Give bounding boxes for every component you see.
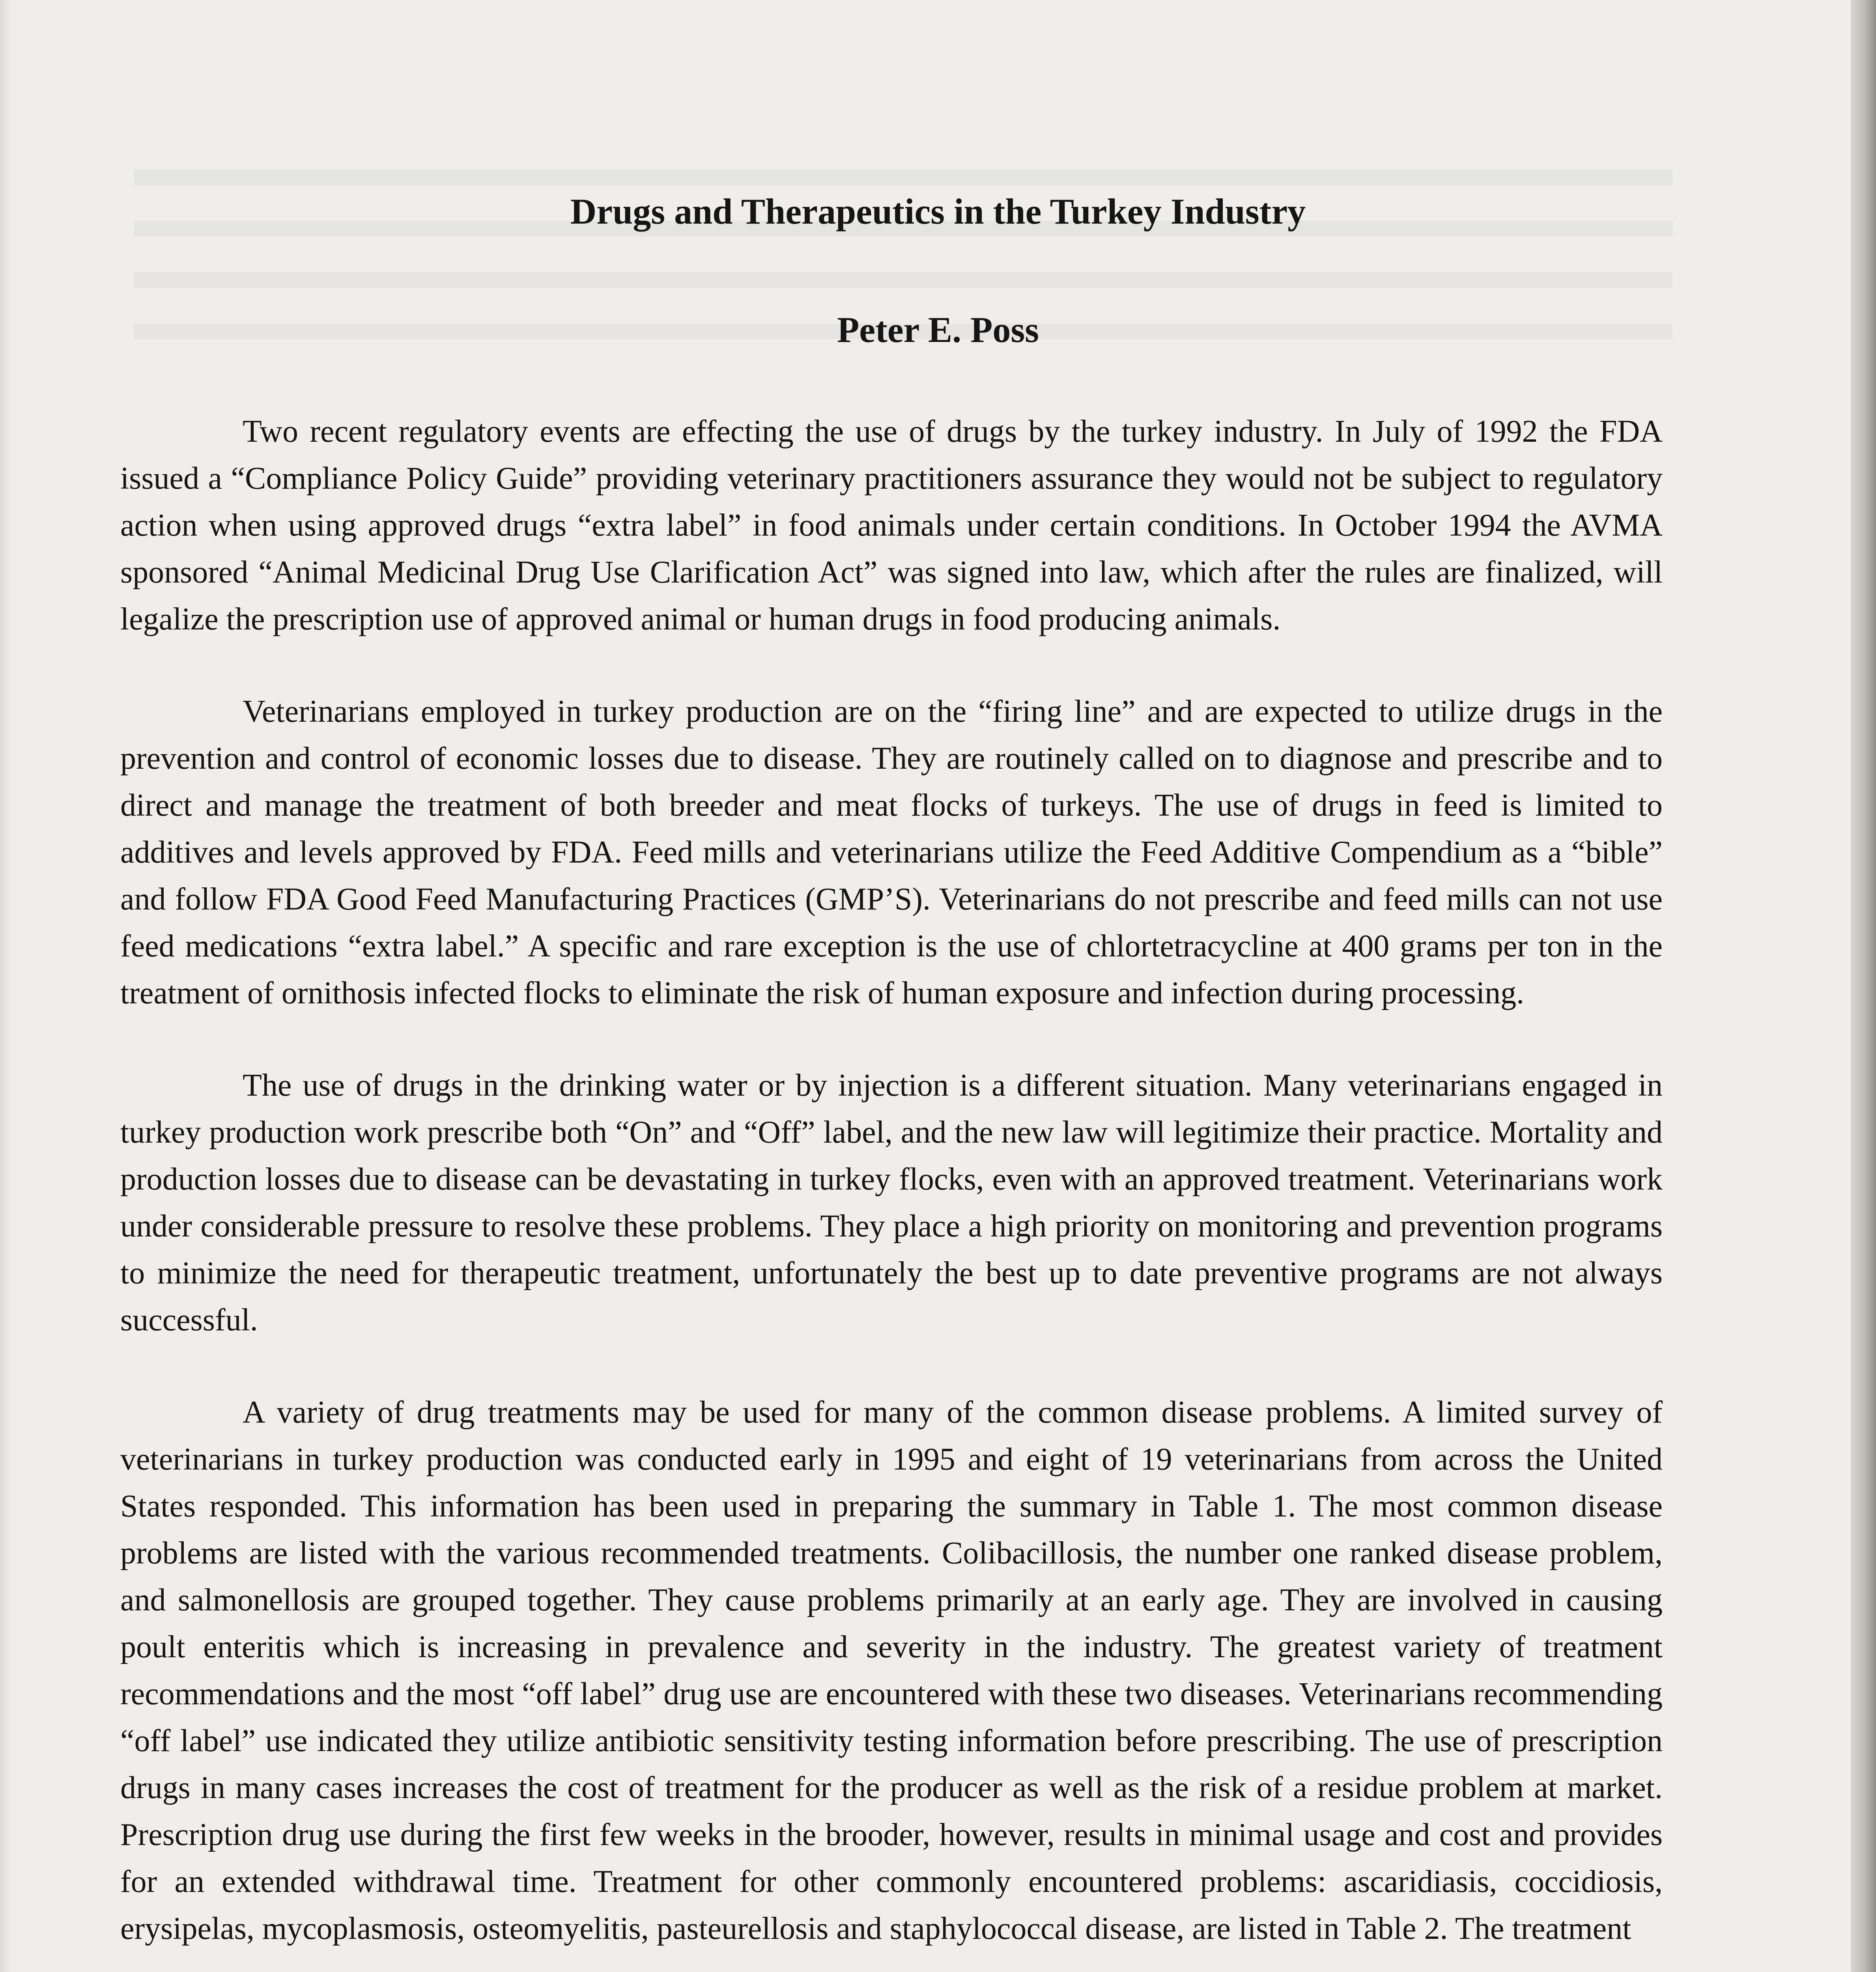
bleed-through-line — [134, 170, 1672, 185]
paragraph-regulatory-events: Two recent regulatory events are effecting the use of drugs by the turkey industry. In July of 1992 the FDA issued a “Compliance Policy Guide” providing veterinary practitioners assurance they would not be subject to regulatory action when using approved drugs “extra label” in food animals under certain conditions. In October 1994 the AVMA sponsored “Animal Medicinal Drug Use Clarification Act” was signed into law, which after the rules are finalized, will legalize the prescription use of approved animal or human drugs in food producing animals. — [120, 414, 1663, 637]
bleed-through-line — [134, 272, 1672, 288]
page-binding-edge — [1851, 0, 1876, 1972]
paragraph-treatment-survey: A variety of drug treatments may be used for many of the common disease problems. A limited survey of veterinarians in turkey production was conducted early in 1995 and eight of 19 veterinarians from across the United States responded. This information has been used in preparing the summary in Table 1. The most common disease problems are listed with the various recommended treatments. Colibacillosis, the number one ranked disease problem, and salmonellosis are grouped together. They cause problems primarily at an early age. They are involved in causing poult enteritis which is increasing in prevalence and severity in the industry. The greatest variety of treatment recommendations and the most “off label” drug use are encountered with these two diseases. Veterinarians recommending “off label” use indicated they utilize antibiotic sensitivity testing information before prescribing. The use of prescription drugs in many cases increases the cost of treatment for the producer as well as the risk of a residue problem at market. Prescription drug use during the first few weeks in the brooder, however, results in minimal usage and cost and provides for an extended withdrawal time. Treatment for other commonly encountered problems: ascaridiasis, coccidiosis, erysipelas, mycoplasmosis, osteomyelitis, pasteurellosis and staphylococcal disease, are listed in Table 2. The treatment — [120, 1395, 1663, 1946]
paragraph-veterinarians-feed: Veterinarians employed in turkey production are on the “firing line” and are expected to utilize drugs in the prevention and control of economic losses due to disease. They are routinely called on to diagnose and prescribe and to direct and manage the treatment of both breeder and meat flocks of turkeys. The use of drugs in feed is limited to additives and levels approved by FDA. Feed mills and veterinarians utilize the Feed Additive Compendium as a “bible” and follow FDA Good Feed Manufacturing Practices (GMP’S). Veterinarians do not prescribe and feed mills can not use feed medications “extra label.” A specific and rare exception is the use of chlortetracycline at 400 grams per ton in the treatment of ornithosis infected flocks to eliminate the risk of human exposure and infection during processing. — [120, 694, 1663, 1010]
document-title: Drugs and Therapeutics in the Turkey Industry — [570, 191, 1306, 232]
page-left-shadow — [0, 0, 12, 1972]
document-body — [120, 408, 1663, 1972]
document-author: Peter E. Poss — [837, 310, 1039, 350]
paragraph-water-injection: The use of drugs in the drinking water or by injection is a different situation. Many veterinarians engaged in turkey production work prescribe both “On” and “Off” label, and the new law will legitimize their practice. Mortality and production losses due to disease can be devastating in turkey flocks, even with an approved treatment. Veterinarians work under considerable pressure to resolve these problems. They place a high priority on monitoring and prevention programs to minimize the need for therapeutic treatment, unfortunately the best up to date preventive programs are not always successful. — [120, 1068, 1663, 1337]
